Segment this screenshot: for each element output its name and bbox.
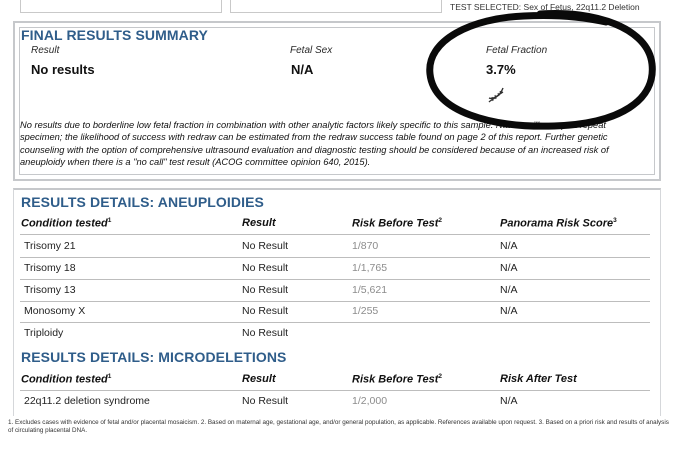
row-risk: 1/870 — [352, 240, 379, 252]
row-result: No Result — [242, 395, 289, 407]
row-condition: Trisomy 21 — [24, 240, 76, 252]
row-condition: Trisomy 18 — [24, 262, 76, 274]
col-header-panorama-score: Panorama Risk Score$^3$ — [500, 217, 617, 230]
summary-title: FINAL RESULTS SUMMARY — [21, 27, 208, 43]
row-divider — [20, 322, 650, 323]
row-condition: Monosomy X — [24, 305, 86, 317]
fetal-fraction-label: Fetal Fraction — [486, 45, 548, 56]
col-header-condition: Condition tested$^1$ — [21, 373, 112, 386]
fetal-sex-label: Fetal Sex — [290, 45, 333, 56]
row-score: N/A — [500, 284, 518, 296]
row-divider — [20, 257, 650, 258]
row-result: No Result — [242, 305, 289, 317]
row-divider — [20, 234, 650, 235]
row-divider — [20, 390, 650, 391]
dna-icon — [485, 84, 507, 106]
header-field-box — [230, 0, 442, 13]
col-header-condition: Condition tested$^1$ — [21, 217, 112, 230]
row-result: No Result — [242, 327, 289, 339]
result-value: No results — [31, 62, 95, 77]
col-header-risk-before: Risk Before Test$^2$ — [352, 373, 443, 386]
row-score: N/A — [500, 240, 518, 252]
row-score: N/A — [500, 262, 518, 274]
row-condition: Trisomy 13 — [24, 284, 76, 296]
row-score: N/A — [500, 305, 518, 317]
footnote: 1. Excludes cases with evidence of fetal and/or placental mosaicism. 2. Based on maternal age, gestational age, and/or general population, as applicable. References available upon request. 3. Based on a priori risk and results of analysis of circulating placental DNA. — [8, 419, 669, 434]
result-label: Result — [31, 45, 60, 56]
col-header-risk-after: Risk After Test — [500, 373, 577, 385]
row-result: No Result — [242, 262, 289, 274]
col-header-risk-before: Risk Before Test$^2$ — [352, 217, 443, 230]
row-divider — [20, 301, 650, 302]
fetal-fraction-value: 3.7% — [486, 62, 516, 77]
col-header-result: Result — [242, 217, 276, 229]
test-selected-text: TEST SELECTED: Sex of Fetus, 22q11.2 Deletion — [450, 2, 640, 12]
col-header-result: Result — [242, 373, 276, 385]
row-risk-after: N/A — [500, 395, 518, 407]
row-risk: 1/5,621 — [352, 284, 388, 296]
row-condition: 22q11.2 deletion syndrome — [24, 395, 150, 407]
row-result: No Result — [242, 240, 289, 252]
row-risk: 1/2,000 — [352, 395, 388, 407]
microdeletions-title: RESULTS DETAILS: MICRODELETIONS — [21, 349, 287, 365]
row-risk: 1/1,765 — [352, 262, 388, 274]
row-risk: 1/255 — [352, 305, 379, 317]
summary-note: No results due to borderline low fetal fraction in combination with other analytic factors likely specific to this sample. Natera will accept a repeat specimen; the likelihood of success with redraw can be estimated from the redraw success table found on page 2 of this report. Further genetic counseling with the option of comprehensive ultrasound evaluation and diagnostic testing should be considered because of an increased risk of aneuploidy when there is a "no call" test result (ACOG committee opinion 640, 2015). — [20, 120, 609, 167]
row-divider — [20, 279, 650, 280]
row-condition: Triploidy — [24, 327, 64, 339]
header-field-box — [20, 0, 222, 13]
row-result: No Result — [242, 284, 289, 296]
fetal-sex-value: N/A — [291, 62, 314, 77]
aneuploidies-title: RESULTS DETAILS: ANEUPLOIDIES — [21, 194, 264, 210]
